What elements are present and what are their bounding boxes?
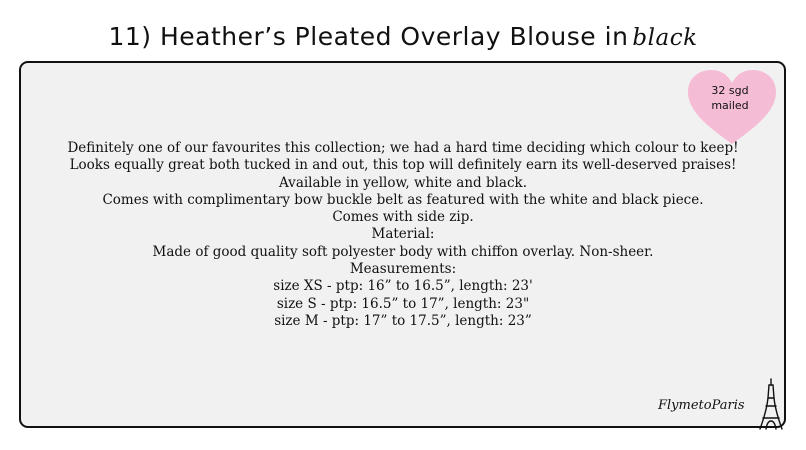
brand-signature: FlymetoParis xyxy=(658,398,745,413)
title-color-word: black xyxy=(632,25,698,51)
description-line: Definitely one of our favourites this collection; we had a hard time deciding which colour to keep! xyxy=(67,140,739,156)
price-badge xyxy=(686,68,780,148)
page-title xyxy=(0,22,806,51)
price-note: mailed xyxy=(711,99,749,112)
price-amount: 32 sgd xyxy=(711,84,749,97)
title-text: 11) Heather’s Pleated Overlay Blouse in xyxy=(108,22,629,51)
measurement-s: size S - ptp: 16.5” to 17”, length: 23" xyxy=(276,295,530,312)
description-line: Available in yellow, white and black. xyxy=(278,174,527,191)
measurement-xs: size XS - ptp: 16” to 16.5”, length: 23' xyxy=(273,278,533,295)
product-description xyxy=(24,140,782,330)
eiffel-tower-icon xyxy=(758,378,784,430)
description-line: Material: xyxy=(371,226,435,243)
description-line: Comes with complimentary bow buckle belt as featured with the white and black piece. xyxy=(102,191,704,208)
description-line: Measurements: xyxy=(349,261,457,278)
description-line: Looks equally great both tucked in and out, this top will definitely earn its well-deserved praises! xyxy=(69,157,737,174)
description-line: Comes with side zip. xyxy=(332,209,474,226)
description-line: Made of good quality soft polyester body with chiffon overlay. Non-sheer. xyxy=(152,243,654,260)
measurement-m: size M - ptp: 17” to 17.5”, length: 23” xyxy=(274,312,532,329)
